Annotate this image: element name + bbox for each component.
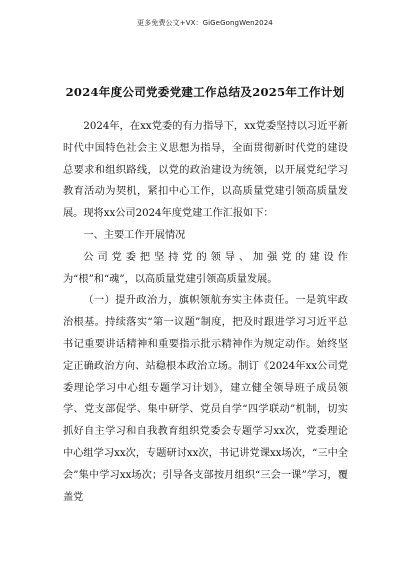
document-title: 2024年度公司党委党建工作总结及2025年工作计划 (65, 85, 345, 99)
section-heading: 一、主要工作开展情况 (83, 229, 186, 241)
paragraph-intro: 2024年，在xx党委的有力指导下，xx党委坚持以习近平新时代中国特色社会主义思想为指导，全面贯彻新时代党的建设总要求和组织路线，以党的政治建设为统领，以开展党纪学习教育活动为契机，紧扣中心工作，以高质量党建引领高质量发展。现将xx公司2024年度党建工作汇报如下： (63, 121, 348, 220)
paragraph-subsection-1: （一）提升政治力，旗帜领航夯实主体责任。一是筑牢政治根基。持续落实“第一议题”制度，把及时跟进学习习近平总书记重要讲话精神和重要指示批示精神作为规定动作。始终坚定正确政治方向、站稳根本政治立场。制订《2024年xx公司党委理论学习中心组专题学习计划》，建立健全领导班子成员领学、党支部促学、集中研学、党员自学“四学联动”机制，切实抓好自主学习和自我教育组织党委会专题学习xx次，党委理论中心组学习xx次，专题研讨xx次，书记讲党课xx场次，“三中全会”集中学习xx场次；引导各支部按月组织“三会一课”学习，覆盖党 (63, 295, 348, 503)
document-body (63, 116, 348, 508)
header-note: 更多免费公文+VX：GiGeGongWen2024 (137, 19, 273, 27)
paragraph-section-intro: 公司党委把坚持党的领导、加强党的建设作为“根”和“魂”，以高质量党建引领高质量发展。 (63, 251, 348, 285)
